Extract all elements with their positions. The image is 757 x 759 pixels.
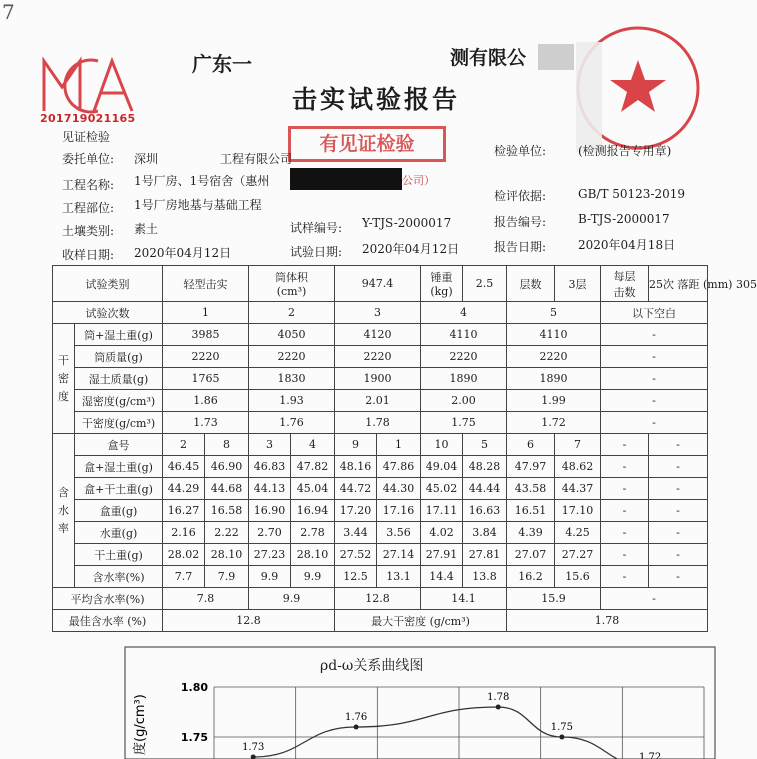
density-empty-cell: - (601, 346, 708, 368)
density-cell: 1.78 (335, 412, 421, 434)
moisture-cell: 28.10 (205, 544, 249, 566)
company-seal-icon (572, 22, 704, 154)
hammer-value: 2.5 (463, 266, 507, 302)
report-title: 击实试验报告 (292, 85, 461, 114)
count-1: 1 (163, 302, 249, 324)
avg-moisture-5: 15.9 (507, 588, 601, 610)
moisture-cell: - (601, 500, 649, 522)
report-date-value: 2020年04月18日 (578, 238, 676, 252)
density-curve (253, 707, 650, 759)
moisture-row (53, 522, 708, 544)
cma-logo-icon (38, 55, 138, 117)
moisture-cell: 16.2 (507, 566, 555, 588)
inspector-label: 检验单位: (494, 144, 547, 158)
moisture-row-label: 盒+湿土重(g) (75, 456, 163, 478)
moisture-cell: 9.9 (291, 566, 335, 588)
moisture-cell: 13.1 (377, 566, 421, 588)
density-cell: 2220 (507, 346, 601, 368)
data-label: 1.72 (638, 752, 662, 759)
cma-code: 201719021165 (40, 112, 136, 125)
moisture-cell: 3 (249, 434, 291, 456)
moisture-cell: 47.86 (377, 456, 421, 478)
moisture-cell: 48.28 (463, 456, 507, 478)
density-cell: 1890 (421, 368, 507, 390)
avg-moisture-4: 14.1 (421, 588, 507, 610)
blows-label: 每层 击数 (601, 266, 649, 302)
recv-date-label: 收样日期: (62, 248, 115, 262)
density-cell: 4120 (335, 324, 421, 346)
data-point (251, 755, 256, 759)
test-date-value: 2020年04月12日 (362, 242, 460, 256)
summary-row (53, 610, 708, 632)
density-cell: 1830 (249, 368, 335, 390)
moisture-cell: 46.90 (205, 456, 249, 478)
moisture-cell: 16.94 (291, 500, 335, 522)
density-cell: 4110 (421, 324, 507, 346)
count-4: 4 (421, 302, 507, 324)
inspector-value: (检测报告专用章) (578, 144, 672, 158)
density-cell: 1.86 (163, 390, 249, 412)
moisture-cell: 7 (555, 434, 601, 456)
density-row-label: 湿土质量(g) (75, 368, 163, 390)
count-label: 试验次数 (53, 302, 163, 324)
part-value: 1号厂房地基与基础工程 (134, 198, 262, 212)
moisture-cell: 5 (463, 434, 507, 456)
moisture-cell: 44.37 (555, 478, 601, 500)
moisture-cell: - (601, 544, 649, 566)
count-row (53, 302, 708, 324)
hammer-label: 锤重 (kg) (421, 266, 463, 302)
moisture-row-label: 含水率(%) (75, 566, 163, 588)
density-empty-cell: - (601, 368, 708, 390)
moisture-cell: 17.16 (377, 500, 421, 522)
avg-moisture-label: 平均含水率(%) (53, 588, 163, 610)
moisture-cell: - (649, 456, 708, 478)
basis-label: 检评依据: (494, 189, 547, 203)
moisture-cell: 45.02 (421, 478, 463, 500)
moisture-cell: - (601, 434, 649, 456)
density-cell: 1900 (335, 368, 421, 390)
moisture-cell: 3.44 (335, 522, 377, 544)
moisture-cell: 47.97 (507, 456, 555, 478)
density-cell: 2.01 (335, 390, 421, 412)
soil-label: 土壤类别: (62, 224, 115, 238)
client-value-2: 工程有限公司 (220, 152, 293, 166)
moisture-cell: 10 (421, 434, 463, 456)
moisture-cell: 27.07 (507, 544, 555, 566)
density-row-label: 筒质量(g) (75, 346, 163, 368)
moisture-cell: 16.90 (249, 500, 291, 522)
moisture-cell: 13.8 (463, 566, 507, 588)
moisture-row (53, 566, 708, 588)
moisture-row-label: 水重(g) (75, 522, 163, 544)
layers-label: 层数 (507, 266, 555, 302)
density-row (53, 412, 708, 434)
recv-date-value: 2020年04月12日 (134, 246, 232, 260)
density-row (53, 346, 708, 368)
moisture-cell: 27.14 (377, 544, 421, 566)
density-cell: 1890 (507, 368, 601, 390)
moisture-cell: - (649, 566, 708, 588)
moisture-cell: 12.5 (335, 566, 377, 588)
blows-drop-cell: 25次 落距 (mm) 305 (649, 266, 708, 302)
sample-no-value: Y-TJS-2000017 (362, 216, 452, 230)
test-type-label: 试验类别 (53, 266, 163, 302)
moisture-cell: - (649, 544, 708, 566)
volume-label: 筒体积 (cm³) (249, 266, 335, 302)
witness-label: 见证检验 (62, 130, 111, 144)
density-row (53, 368, 708, 390)
moisture-cell: 47.82 (291, 456, 335, 478)
moisture-cell: 16.51 (507, 500, 555, 522)
moisture-cell: 4 (291, 434, 335, 456)
moisture-cell: 46.83 (249, 456, 291, 478)
moisture-cell: 48.62 (555, 456, 601, 478)
opt-moisture-label: 最佳含水率 (%) (53, 610, 163, 632)
moisture-cell: 44.13 (249, 478, 291, 500)
project-value-tail: 公司） (402, 174, 435, 187)
moisture-cell: 7.7 (163, 566, 205, 588)
moisture-cell: 44.29 (163, 478, 205, 500)
density-empty-cell: - (601, 324, 708, 346)
moisture-row (53, 500, 708, 522)
y-axis-label: 度(g/cm³) (133, 694, 148, 755)
data-point (354, 725, 359, 730)
moisture-cell: 27.91 (421, 544, 463, 566)
report-no-value: B-TJS-2000017 (578, 212, 670, 226)
moisture-cell: 27.52 (335, 544, 377, 566)
moisture-cell: 4.25 (555, 522, 601, 544)
moisture-cell: 49.04 (421, 456, 463, 478)
moisture-row (53, 478, 708, 500)
project-value: 1号厂房、1号宿舍（惠州 (134, 174, 270, 188)
redaction-bar (290, 168, 402, 190)
moisture-cell: 3.84 (463, 522, 507, 544)
density-cell: 1.72 (507, 412, 601, 434)
test-date-label: 试验日期: (290, 245, 343, 259)
moisture-cell: 27.23 (249, 544, 291, 566)
moisture-cell: - (649, 522, 708, 544)
density-cell: 1.75 (421, 412, 507, 434)
density-cell: 2220 (163, 346, 249, 368)
avg-moisture-3: 12.8 (335, 588, 421, 610)
density-cell: 1.99 (507, 390, 601, 412)
sample-no-label: 试样编号: (290, 221, 343, 235)
moisture-cell: 6 (507, 434, 555, 456)
page-mark: 7 (2, 0, 15, 24)
moisture-cell: 15.6 (555, 566, 601, 588)
moisture-cell: 17.11 (421, 500, 463, 522)
chart-title: ρd-ω关系曲线图 (320, 658, 424, 674)
moisture-cell: 9 (335, 434, 377, 456)
moisture-cell: 17.10 (555, 500, 601, 522)
moisture-cell: - (601, 566, 649, 588)
density-cell: 1765 (163, 368, 249, 390)
moisture-cell: 45.04 (291, 478, 335, 500)
density-cell: 2220 (335, 346, 421, 368)
moisture-cell: 9.9 (249, 566, 291, 588)
moisture-row (53, 544, 708, 566)
density-empty-cell: - (601, 412, 708, 434)
moisture-cell: 7.9 (205, 566, 249, 588)
moisture-row-label: 盒号 (75, 434, 163, 456)
density-cell: 2220 (249, 346, 335, 368)
moisture-cell: 44.44 (463, 478, 507, 500)
moisture-cell: 44.68 (205, 478, 249, 500)
density-cell: 3985 (163, 324, 249, 346)
moisture-cell: 27.81 (463, 544, 507, 566)
data-point (496, 705, 501, 710)
moisture-cell: - (649, 478, 708, 500)
density-row-label: 筒+湿土重(g) (75, 324, 163, 346)
moisture-cell: - (601, 522, 649, 544)
client-value: 深圳 (134, 152, 159, 166)
moisture-cell: 4.39 (507, 522, 555, 544)
moisture-cell: 4.02 (421, 522, 463, 544)
density-row-label: 干密度(g/cm³) (75, 412, 163, 434)
volume-value: 947.4 (335, 266, 421, 302)
compaction-test-table (52, 265, 757, 632)
project-label: 工程名称: (62, 178, 115, 192)
blur-redaction (538, 44, 574, 70)
density-row (53, 324, 708, 346)
data-label: 1.78 (487, 692, 510, 703)
data-label: 1.75 (550, 722, 574, 733)
moisture-cell: 16.27 (163, 500, 205, 522)
report-no-label: 报告编号: (494, 215, 547, 229)
witness-stamp: 有见证检验 (288, 126, 446, 162)
density-row-label: 湿密度(g/cm³) (75, 390, 163, 412)
moisture-cell: 2.22 (205, 522, 249, 544)
moisture-row (53, 434, 708, 456)
moisture-cell: 28.02 (163, 544, 205, 566)
soil-value: 素土 (134, 222, 159, 236)
moisture-cell: 14.4 (421, 566, 463, 588)
avg-moisture-2: 9.9 (249, 588, 335, 610)
part-label: 工程部位: (62, 201, 115, 215)
basis-value: GB/T 50123-2019 (578, 187, 686, 201)
moisture-cell: 46.45 (163, 456, 205, 478)
moisture-cell: 8 (205, 434, 249, 456)
moisture-group-label: 含 水 率 (53, 434, 75, 588)
moisture-cell: 48.16 (335, 456, 377, 478)
moisture-cell: - (649, 500, 708, 522)
moisture-cell: 16.58 (205, 500, 249, 522)
moisture-cell: 28.10 (291, 544, 335, 566)
report-date-label: 报告日期: (494, 240, 547, 254)
moisture-cell: 2.16 (163, 522, 205, 544)
y-tick-label: 1.80 (180, 681, 208, 694)
data-label: 1.76 (344, 712, 368, 723)
opt-moisture-value: 12.8 (163, 610, 335, 632)
moisture-cell: - (649, 434, 708, 456)
density-cell: 1.93 (249, 390, 335, 412)
layers-value: 3层 (555, 266, 601, 302)
org-name-left: 广东一 (192, 52, 252, 76)
moisture-cell: 2.78 (291, 522, 335, 544)
blank-note: 以下空白 (601, 302, 708, 324)
moisture-cell: 2.70 (249, 522, 291, 544)
test-type-value: 轻型击实 (163, 266, 249, 302)
data-label: 1.73 (242, 742, 265, 753)
org-name-right: 测有限公 (450, 47, 527, 69)
density-cell: 2.00 (421, 390, 507, 412)
y-tick-label: 1.75 (180, 731, 208, 744)
params-row (53, 266, 708, 302)
count-2: 2 (249, 302, 335, 324)
moisture-row-label: 盒+干土重(g) (75, 478, 163, 500)
avg-moisture-6: - (601, 588, 708, 610)
density-cell: 4050 (249, 324, 335, 346)
max-density-label: 最大干密度 (g/cm³) (335, 610, 507, 632)
data-point (559, 735, 564, 740)
moisture-row-label: 干土重(g) (75, 544, 163, 566)
client-label: 委托单位: (62, 152, 115, 166)
avg-moisture-row (53, 588, 708, 610)
density-cell: 1.73 (163, 412, 249, 434)
moisture-cell: 27.27 (555, 544, 601, 566)
density-empty-cell: - (601, 390, 708, 412)
density-cell: 2220 (421, 346, 507, 368)
moisture-cell: 2 (163, 434, 205, 456)
moisture-cell: 3.56 (377, 522, 421, 544)
moisture-row (53, 456, 708, 478)
density-cell: 4110 (507, 324, 601, 346)
moisture-cell: 16.63 (463, 500, 507, 522)
max-density-value: 1.78 (507, 610, 708, 632)
moisture-cell: 44.72 (335, 478, 377, 500)
moisture-cell: 17.20 (335, 500, 377, 522)
moisture-cell: 1 (377, 434, 421, 456)
density-row (53, 390, 708, 412)
moisture-cell: 44.30 (377, 478, 421, 500)
moisture-cell: - (601, 456, 649, 478)
moisture-cell: 43.58 (507, 478, 555, 500)
density-group-label: 干 密 度 (53, 324, 75, 434)
count-3: 3 (335, 302, 421, 324)
avg-moisture-1: 7.8 (163, 588, 249, 610)
density-cell: 1.76 (249, 412, 335, 434)
count-5: 5 (507, 302, 601, 324)
moisture-row-label: 盒重(g) (75, 500, 163, 522)
moisture-cell: - (601, 478, 649, 500)
